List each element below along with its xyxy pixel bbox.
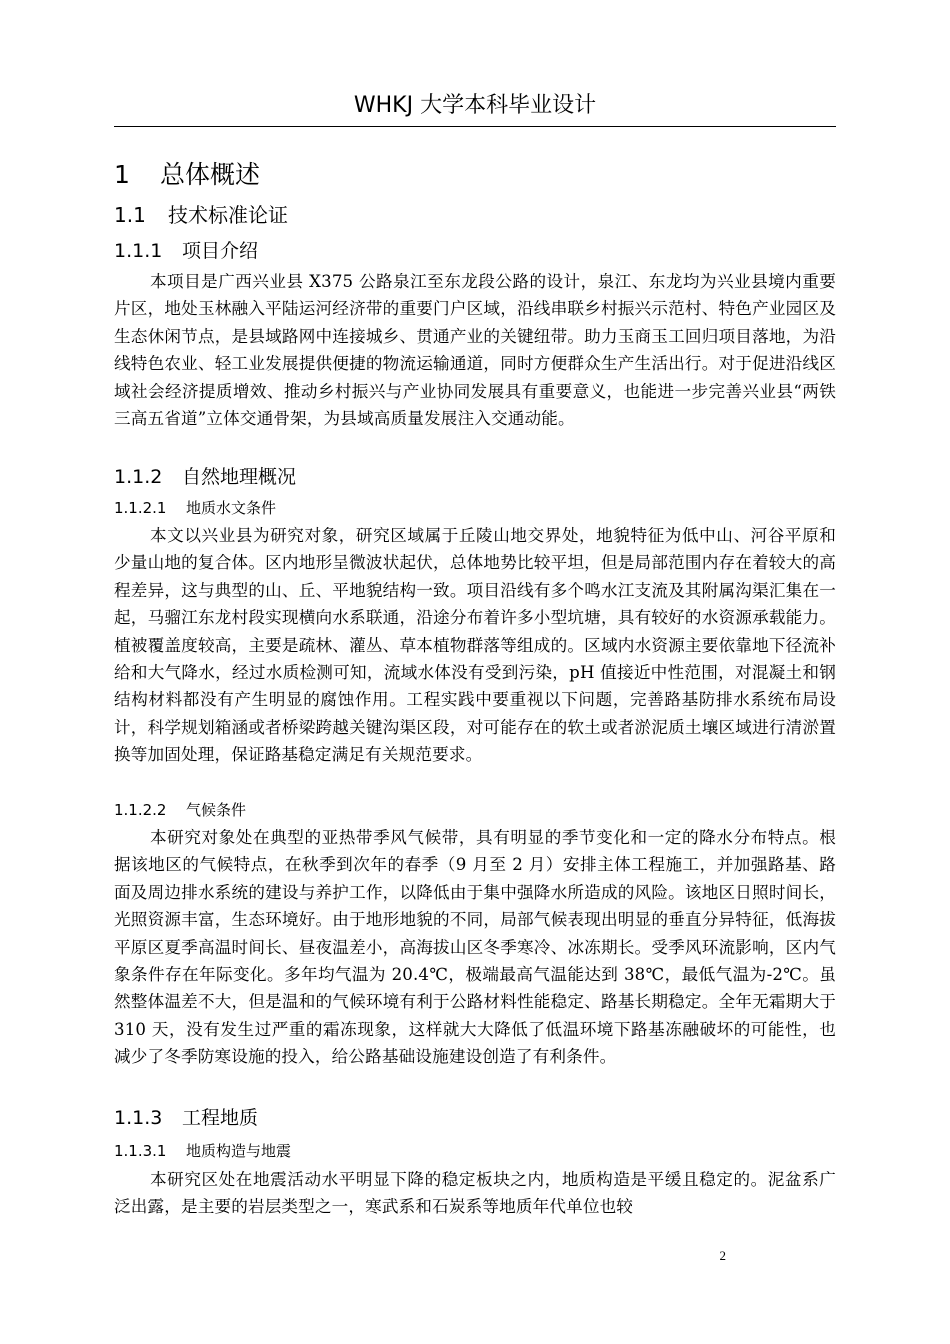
header-divider — [114, 126, 836, 127]
heading-number: 1.1 — [114, 203, 146, 227]
heading-title: 气候条件 — [186, 801, 247, 819]
subsection-heading — [114, 1104, 258, 1132]
heading-number: 1 — [114, 160, 130, 189]
paragraph-hydrogeology: 本文以兴业县为研究对象，研究区域属于丘陵山地交界处，地貌特征为低中山、河谷平原和少量山地的复合体。区内地形呈微波状起伏，总体地势比较平坦，但是局部范围内存在着较大的高程差异，这与典型的山、丘、平地貌结构一致。项目沿线有多个鸣水江支流及其附属沟渠汇集在一起，马骝江东龙村段实现横向水系联通，沿途分布着许多小型坑塘，具有较好的水资源承载能力。植被覆盖度较高，主要是疏林、灌丛、草本植物群落等组成的。区域内水资源主要依靠地下径流补给和大气降水，经过水质检测可知，流域水体没有受到污染，pH 值接近中性范围，对混凝土和钢结构材料都没有产生明显的腐蚀作用。工程实践中要重视以下问题，完善路基防排水系统布局设计，科学规划箱涵或者桥梁跨越关键沟渠区段，对可能存在的软土或者淤泥质土壤区域进行清淤置换等加固处理，保证路基稳定满足有关规范要求。 — [114, 526, 836, 765]
heading-number: 1.1.2 — [114, 466, 163, 488]
heading-title: 地质水文条件 — [186, 499, 277, 517]
heading-title: 总体概述 — [160, 160, 261, 189]
heading-number: 1.1.2.2 — [114, 801, 167, 819]
page-number: 2 — [719, 1248, 726, 1263]
heading-number: 1.1.3.1 — [114, 1142, 167, 1160]
heading-title: 工程地质 — [182, 1107, 259, 1129]
heading-title: 技术标准论证 — [168, 203, 288, 227]
paragraph-climate: 本研究对象处在典型的亚热带季风气候带，具有明显的季节变化和一定的降水分布特点。根据该地区的气候特点，在秋季到次年的春季（9 月至 2 月）安排主体工程施工，并加强路基、路面及周边排水系统的建设与养护工作，以降低由于集中强降水所造成的风险。该地区日照时间长，光照资源丰富，生态环境好。由于地形地貌的不同，局部气候表现出明显的垂直分异特征，低海拔平原区夏季高温时间长、昼夜温差小，高海拔山区冬季寒冷、冰冻期长。受季风环流影响，区内气象条件存在年际变化。多年均气温为 20.4℃，极端最高气温能达到 38℃，最低气温为-2℃。虽然整体温差不大，但是温和的气候环境有利于公路材料性能稳定、路基长期稳定。全年无霜期大于 310 天，没有发生过严重的霜冻现象，这样就大大降低了低温环境下路基冻融破坏的可能性，也减少了冬季防寒设施的投入，给公路基础设施建设创造了有利条件。 — [114, 828, 836, 1067]
subsubsection-heading — [114, 1140, 291, 1162]
heading-title: 地质构造与地震 — [186, 1142, 292, 1160]
heading-title: 项目介绍 — [182, 240, 259, 262]
heading-number: 1.1.1 — [114, 240, 163, 262]
heading-number: 1.1.3 — [114, 1107, 163, 1129]
chapter-heading — [114, 157, 260, 193]
subsection-heading — [114, 463, 296, 491]
heading-title: 自然地理概况 — [182, 466, 297, 488]
subsubsection-heading — [114, 799, 246, 821]
heading-number: 1.1.2.1 — [114, 499, 167, 517]
running-header-title: WHKJ 大学本科毕业设计 — [353, 93, 597, 118]
paragraph-seismic: 本研究区处在地震活动水平明显下降的稳定板块之内，地质构造是平缓且稳定的。泥盆系广泛出露，是主要的岩层类型之一，寒武系和石炭系等地质年代单位也较 — [114, 1170, 836, 1217]
subsection-heading — [114, 237, 258, 265]
subsubsection-heading — [114, 497, 276, 519]
section-heading — [114, 201, 288, 229]
paragraph-project-intro: 本项目是广西兴业县 X375 公路泉江至东龙段公路的设计，泉江、东龙均为兴业县境内重要片区，地处玉林融入平陆运河经济带的重要门户区域，沿线串联乡村振兴示范村、特色产业园区及生态休闲节点，是县域路网中连接城乡、贯通产业的关键纽带。助力玉商玉工回归项目落地，为沿线特色农业、轻工业发展提供便捷的物流运输通道，同时方便群众生产生活出行。对于促进沿线区域社会经济提质增效、推动乡村振兴与产业协同发展具有重要意义，也能进一步完善兴业县“两铁三高五省道”立体交通骨架，为县域高质量发展注入交通动能。 — [114, 272, 836, 429]
